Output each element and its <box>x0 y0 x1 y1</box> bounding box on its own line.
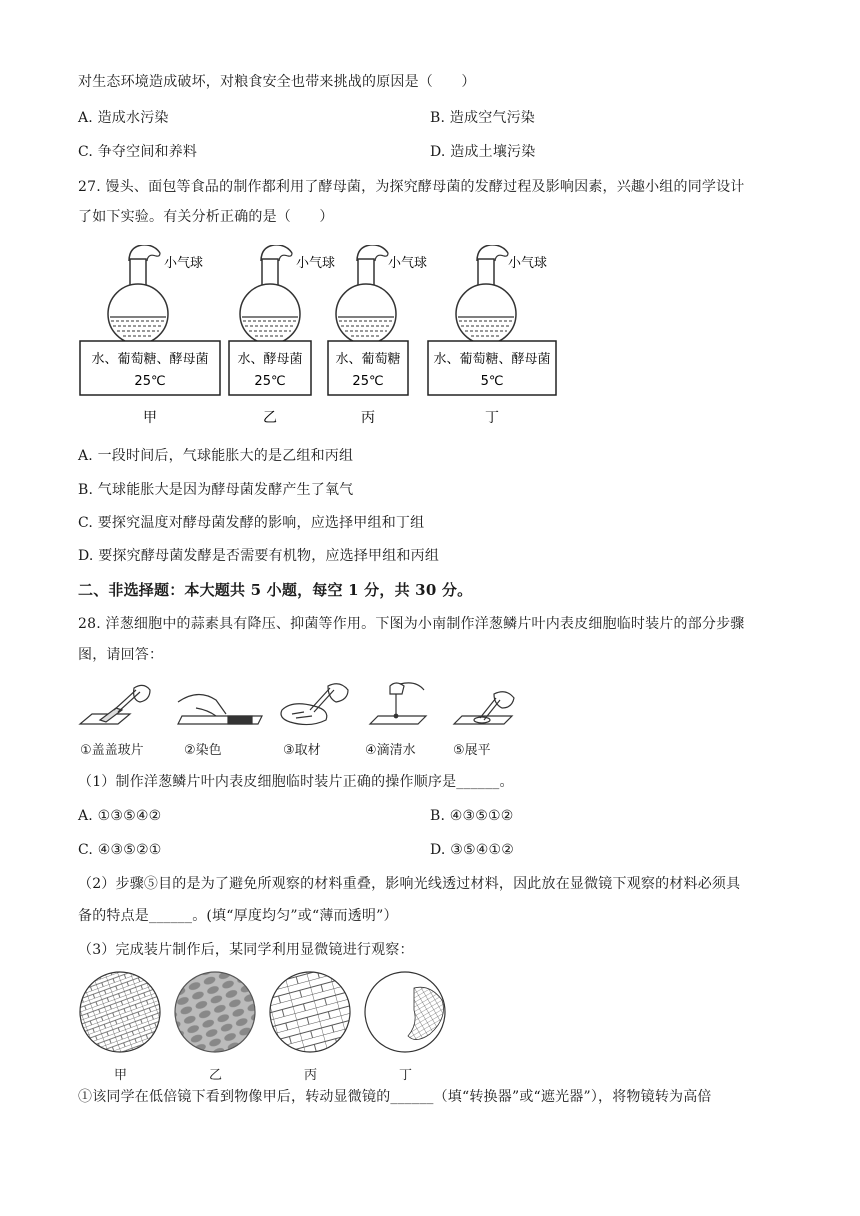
section-heading: 二、非选择题：本大题共 5 小题，每空 1 分，共 30 分。 <box>78 581 473 599</box>
flask-ding <box>456 245 516 344</box>
q27-stem-line1: 27. 馒头、面包等食品的制作都利用了酵母菌，为探究酵母菌的发酵过程及影响因素，兴趣小组的同学设计 <box>78 179 745 195</box>
q28-sub3-question: ①该同学在低倍镜下看到物像甲后，转动显微镜的______（填“转换器”或“遮光器”），将物镜转为高倍 <box>78 1089 712 1105</box>
view-label: 丁 <box>399 1068 413 1083</box>
q28-sub1-option-b[interactable]: B. ④③⑤①② <box>430 808 514 824</box>
q28-sub3: （3）完成装片制作后，某同学利用显微镜进行观察： <box>78 942 414 958</box>
q26-stem: 对生态环境造成破坏，对粮食安全也带来挑战的原因是（ ） <box>78 74 476 90</box>
q28-sub1: （1）制作洋葱鳞片叶内表皮细胞临时装片正确的操作顺序是______。 <box>78 774 514 790</box>
group-temp: 25℃ <box>352 374 384 389</box>
view-yi <box>175 972 255 1052</box>
group-name: 丙 <box>361 410 375 426</box>
step-take-material-illustration <box>281 684 348 725</box>
slide-steps-figure <box>78 680 528 734</box>
group-contents: 水、酵母菌 <box>237 352 303 367</box>
q28-sub1-option-c[interactable]: C. ④③⑤②① <box>78 842 162 858</box>
step-stain-illustration <box>178 694 262 724</box>
group-contents: 水、葡萄糖、酵母菌 <box>433 352 551 367</box>
balloon-label: 小气球 <box>508 256 548 271</box>
step-label: ⑤展平 <box>453 743 491 758</box>
step-cover-slip-illustration <box>80 685 150 724</box>
group-temp: 25℃ <box>254 374 286 389</box>
view-label: 甲 <box>114 1068 128 1083</box>
group-temp: 25℃ <box>134 374 166 389</box>
q27-stem-line2: 了如下实验。有关分析正确的是（ ） <box>78 209 334 225</box>
q28-sub1-option-d[interactable]: D. ③⑤④①② <box>430 842 514 858</box>
q26-option-a[interactable]: A. 造成水污染 <box>78 110 169 126</box>
group-name: 乙 <box>263 410 277 426</box>
flask-jia <box>108 245 168 344</box>
view-label: 乙 <box>209 1068 223 1083</box>
q26-option-c[interactable]: C. 争夺空间和养料 <box>78 144 198 160</box>
view-jia <box>80 972 160 1052</box>
q28-sub1-option-a[interactable]: A. ①③⑤④② <box>78 808 162 824</box>
group-name: 丁 <box>485 410 499 426</box>
step-label: ③取材 <box>283 743 321 758</box>
microscope-views-figure <box>78 970 458 1060</box>
q28-sub2-line1: （2）步骤⑤目的是为了避免所观察的材料重叠，影响光线透过材料，因此放在显微镜下观察的材料必须具 <box>78 876 741 892</box>
step-flatten-illustration <box>454 692 514 724</box>
q26-option-d[interactable]: D. 造成土壤污染 <box>430 144 536 160</box>
yeast-experiment-figure <box>78 245 568 435</box>
balloon-label: 小气球 <box>388 256 428 271</box>
q27-option-b[interactable]: B. 气球能胀大是因为酵母菌发酵产生了氧气 <box>78 482 354 498</box>
group-contents: 水、葡萄糖 <box>335 352 401 367</box>
q26-option-b[interactable]: B. 造成空气污染 <box>430 110 535 126</box>
flask-yi <box>240 245 300 344</box>
q28-stem-line2: 图，请回答： <box>78 647 164 663</box>
flask-bing <box>336 245 396 344</box>
balloon-label: 小气球 <box>164 256 204 271</box>
q27-option-a[interactable]: A. 一段时间后，气球能胀大的是乙组和丙组 <box>78 448 354 464</box>
step-label: ①盖盖玻片 <box>80 743 144 758</box>
view-label: 丙 <box>304 1068 318 1083</box>
step-label: ②染色 <box>184 743 222 758</box>
view-bing <box>270 972 350 1052</box>
q27-option-c[interactable]: C. 要探究温度对酵母菌发酵的影响，应选择甲组和丁组 <box>78 515 425 531</box>
group-name: 甲 <box>143 410 157 426</box>
q28-sub2-line2: 备的特点是______。(填“厚度均匀”或“薄而透明”） <box>78 908 398 924</box>
q28-stem-line1: 28. 洋葱细胞中的蒜素具有降压、抑菌等作用。下图为小南制作洋葱鳞片叶内表皮细胞临时装片的部分步骤 <box>78 616 745 632</box>
q27-option-d[interactable]: D. 要探究酵母菌发酵是否需要有机物，应选择甲组和丙组 <box>78 548 440 564</box>
step-drip-water-illustration <box>370 683 426 724</box>
group-temp: 5℃ <box>480 374 504 389</box>
balloon-label: 小气球 <box>296 256 336 271</box>
group-contents: 水、葡萄糖、酵母菌 <box>91 352 209 367</box>
step-label: ④滴清水 <box>365 743 416 758</box>
